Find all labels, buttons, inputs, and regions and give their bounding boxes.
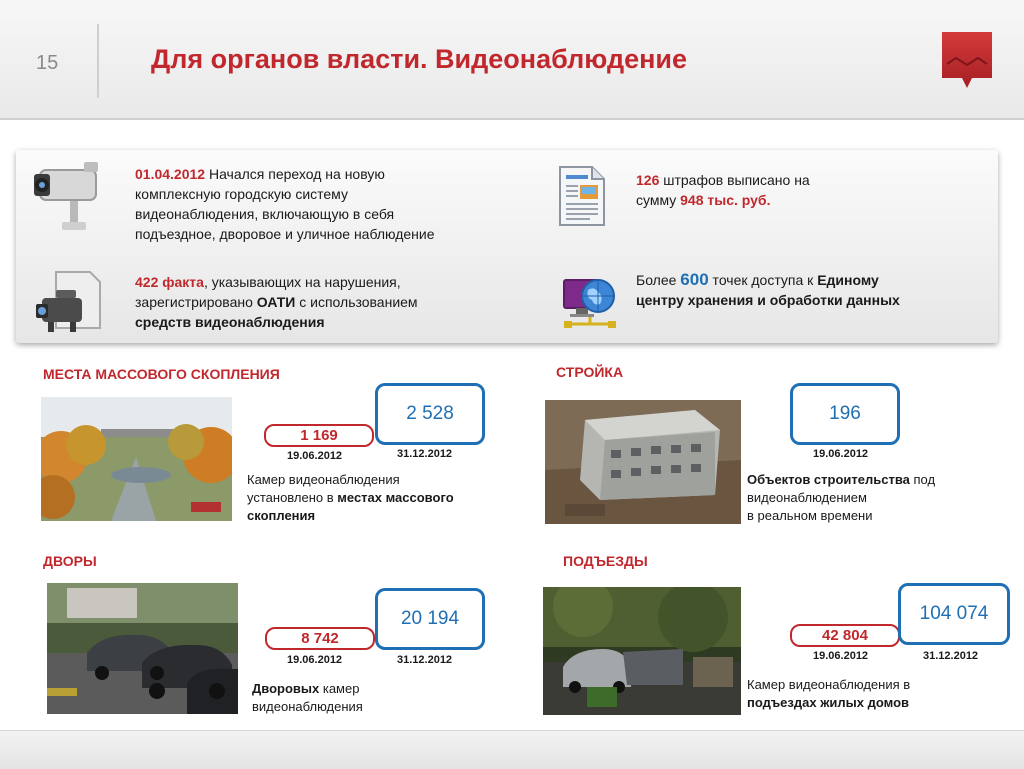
footer-bar bbox=[0, 730, 1024, 769]
mass-new-value: 2 528 bbox=[375, 383, 485, 445]
slide-number: 15 bbox=[36, 52, 59, 74]
violations-count: 422 факта bbox=[135, 274, 204, 290]
photo-entrances bbox=[543, 587, 741, 715]
section-title-mass: МЕСТА МАССОВОГО СКОПЛЕНИЯ bbox=[43, 366, 280, 382]
yards-old-value: 8 742 bbox=[265, 627, 375, 650]
photo-yards bbox=[47, 583, 238, 714]
fines-count: 126 bbox=[636, 172, 660, 188]
entrances-new-date: 31.12.2012 bbox=[923, 650, 979, 662]
photo-construction bbox=[545, 400, 741, 524]
entrances-old-value: 42 804 bbox=[790, 624, 900, 647]
video-camera-icon bbox=[34, 268, 104, 336]
header bbox=[0, 0, 1024, 120]
entrances-old-date: 19.06.2012 bbox=[813, 650, 869, 662]
section-title-yards: ДВОРЫ bbox=[43, 553, 97, 569]
document-icon bbox=[558, 165, 606, 227]
construction-description: Объектов строительства под видеонаблюдением в реальном времени bbox=[747, 472, 936, 523]
access-points-count: 600 bbox=[680, 270, 709, 289]
info-block-transition: 01.04.2012 Начался переход на новую комплексную городскую систему видеонаблюдения, включающую в себя подъездное, дворовое и уличное наблюдение bbox=[135, 166, 435, 242]
fines-amount: 948 тыс. руб. bbox=[680, 192, 771, 208]
mass-description: Камер видеонаблюдения установлено в местах массового скопления bbox=[247, 472, 454, 523]
logo-icon bbox=[942, 32, 992, 88]
yards-old-date: 19.06.2012 bbox=[287, 654, 343, 666]
info-block-violations: 422 факта, указывающих на нарушения, зарегистрировано ОАТИ с использованием средств видеонаблюдения bbox=[135, 274, 418, 330]
yards-new-value: 20 194 bbox=[375, 588, 485, 650]
entrances-description: Камер видеонаблюдения в подъездах жилых домов bbox=[747, 677, 911, 710]
section-title-construction: СТРОЙКА bbox=[556, 364, 624, 380]
entrances-new-value: 104 074 bbox=[898, 583, 1010, 645]
transition-date: 01.04.2012 bbox=[135, 166, 206, 182]
header-divider bbox=[97, 24, 99, 98]
globe-network-icon bbox=[560, 276, 620, 332]
cctv-camera-icon bbox=[32, 156, 102, 232]
section-title-entrances: ПОДЪЕЗДЫ bbox=[563, 553, 648, 569]
mass-new-date: 31.12.2012 bbox=[397, 448, 453, 460]
page-title: Для органов власти. Видеонаблюдение bbox=[151, 44, 688, 74]
photo-mass-gathering bbox=[41, 397, 232, 521]
info-block-access-points: Более 600 точек доступа к Единому центру хранения и обработки данных bbox=[636, 270, 900, 308]
yards-new-date: 31.12.2012 bbox=[397, 654, 453, 666]
construction-value: 196 bbox=[790, 383, 900, 445]
mass-old-value: 1 169 bbox=[264, 424, 374, 447]
info-block-fines: 126 штрафов выписано на сумму 948 тыс. руб. bbox=[636, 172, 810, 208]
mass-old-date: 19.06.2012 bbox=[287, 450, 343, 462]
yards-description: Дворовых камер видеонаблюдения bbox=[252, 681, 363, 714]
construction-date: 19.06.2012 bbox=[813, 448, 869, 460]
